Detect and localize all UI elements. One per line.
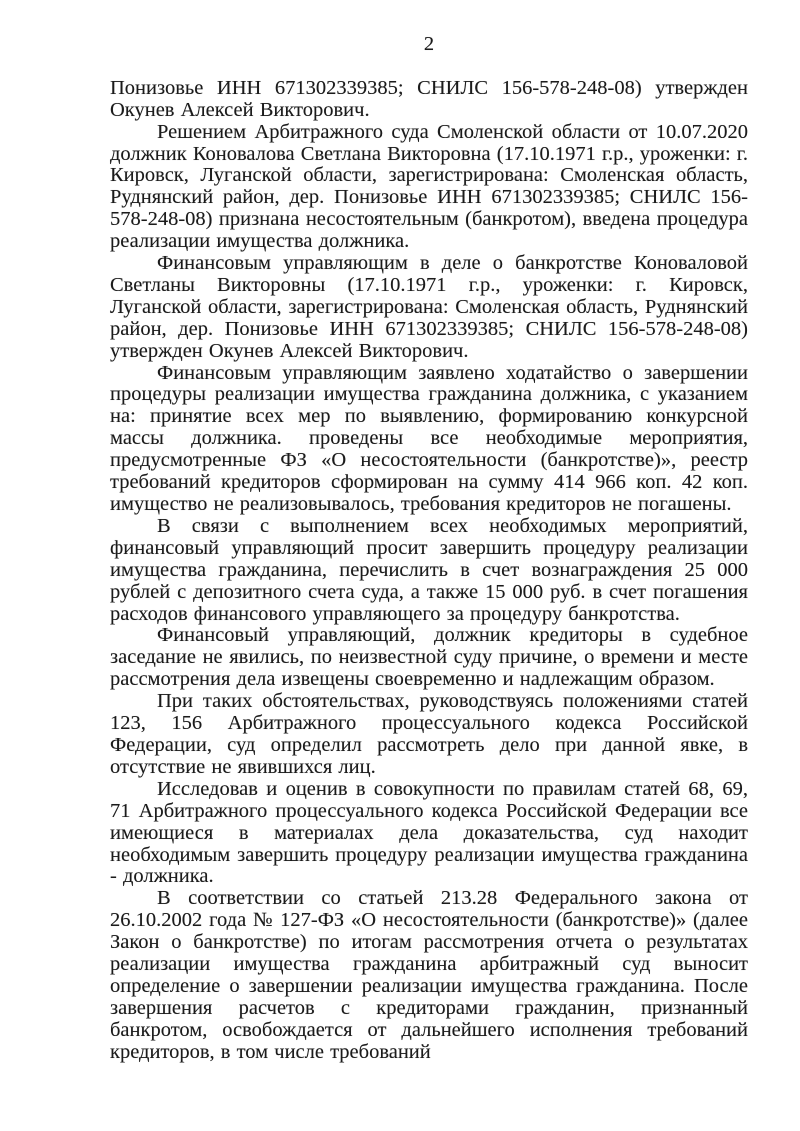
paragraph-article-213-28: В соответствии со статьей 213.28 Федерального закона от 26.10.2002 года № 127-ФЗ «О несостоятельности (банкротстве)» (далее Закон о банкротстве) по итогам рассмотрения отчета о результатах реализации имущества гражданина арбитражный суд выносит определение о завершении реализации имущества гражданина. После завершения расчетов с кредиторами гражданин, признанный банкротом, освобождается от дальнейшего исполнения требований кредиторов, в том числе требований [110,887,748,1063]
page-number: 2 [423,33,435,55]
paragraph-parties-absent: Финансовый управляющий, должник кредиторы в судебное заседание не явились, по неизвестной суду причине, о времени и месте рассмотрения дела извещены своевременно и надлежащим образом. [110,624,748,691]
paragraph-financial-manager-appointed: Финансовым управляющим в деле о банкротстве Коноваловой Светланы Викторовны (17.10.1971 г.р., уроженки: г. Кировск, Луганской области, зарегистрирована: Смоленская область, Руднянский район, дер. Понизовье ИНН 671302339385; СНИЛС 156-578-248-08) утвержден Окунев Алексей Викторович. [110,252,748,362]
spacer [110,56,748,78]
paragraph-continuation: Понизовье ИНН 671302339385; СНИЛС 156-578-248-08) утвержден Окунев Алексей Викторович. [110,76,748,121]
paragraph-evidence-assessment: Исследовав и оценив в совокупности по правилам статей 68, 69, 71 Арбитражного процессуального кодекса Российской Федерации все имеющиеся в материалах дела доказательства, суд находит необходимым завершить процедуру реализации имущества гражданина - должника. [110,777,748,888]
paragraph-court-decision: Решением Арбитражного суда Смоленской области от 10.07.2020 должник Коновалова Светлана Викторовна (17.10.1971 г.р., уроженки: г. Кировск, Луганской области, зарегистрирована: Смоленская область, Руднянский район, дер. Понизовье ИНН 671302339385; СНИЛС 156-578-248-08) признана несостоятельным (банкротом), введена процедура реализации имущества должника. [110,120,748,253]
paragraph-articles-123-156: При таких обстоятельствах, руководствуясь положениями статей 123, 156 Арбитражного процессуального кодекса Российской Федерации, суд определил рассмотреть дело при данной явке, в отсутствие не явившихся лиц. [110,690,748,778]
page-content [110,34,748,1064]
paragraph-petition-to-complete: Финансовым управляющим заявлено ходатайство о завершении процедуры реализации имущества гражданина должника, с указанием на: принятие всех мер по выявлению, формированию конкурсной массы должника. проведены все необходимые мероприятия, предусмотренные ФЗ «О несостоятельности (банкротстве)», реестр требований кредиторов сформирован на сумму 414 966 коп. 42 коп. имущество не реализовывалось, требования кредиторов не погашены. [110,361,748,515]
paragraph-remuneration-request: В связи с выполнением всех необходимых мероприятий, финансовый управляющий просит завершить процедуру реализации имущества гражданина, перечислить в счет вознаграждения 25 000 рублей с депозитного счета суда, а также 15 000 руб. в счет погашения расходов финансового управляющего за процедуру банкротства. [110,514,748,625]
